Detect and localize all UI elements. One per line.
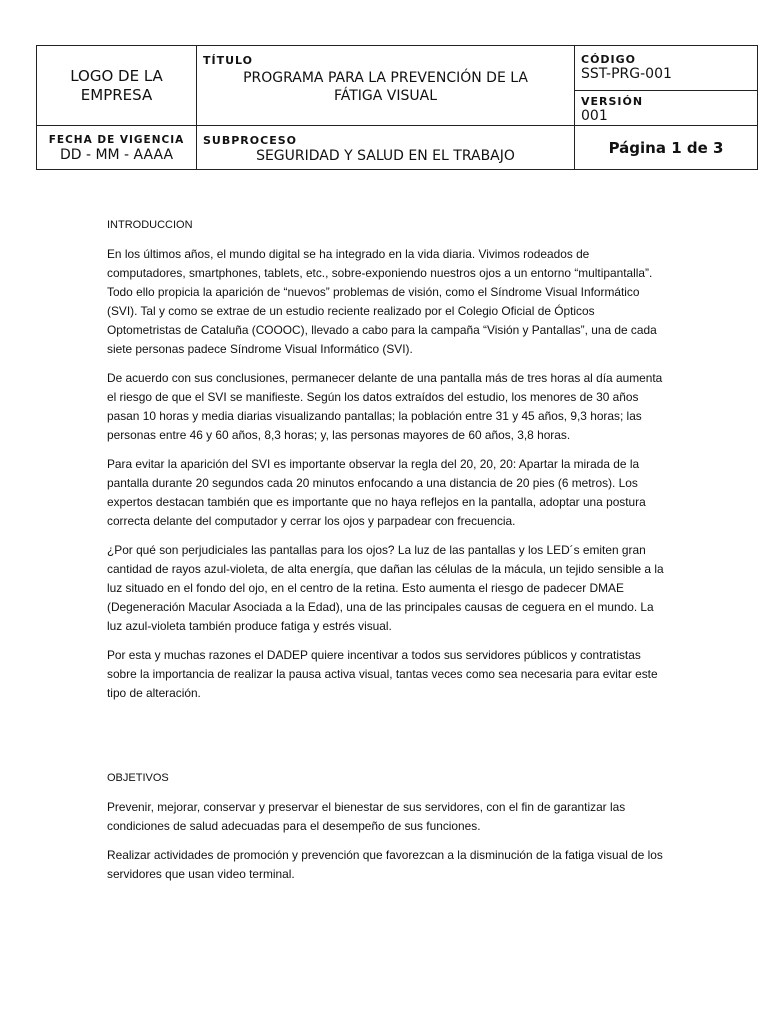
effective-date: DD - MM - AAAA: [59, 147, 174, 163]
subprocess-cell: [197, 126, 575, 170]
subprocess-label: SUBPROCESO: [203, 134, 297, 147]
version-label: VERSIÓN: [581, 95, 644, 108]
objective-1: Prevenir, mejorar, conservar y preservar el bienestar de sus servidores, con el fin de garantizar las condiciones de salud adecuadas para el desempeño de sus funciones.: [107, 800, 626, 833]
document-header-table: [36, 45, 758, 170]
document-version: 001: [581, 108, 608, 124]
objectives-heading: OBJETIVOS: [107, 772, 169, 784]
intro-paragraph-3: Para evitar la aparición del SVI es importante observar la regla del 20, 20, 20: Apartar la mirada de la pantalla durante 20 segundos cada 20 minutos enfocando a una distancia de 20 pies (6 metros). Los expertos destacan también que es importante que no haya reflejos en la pantalla, adoptar una postura correcta delante del computador y cerrar los ojos y parpadear con frecuencia.: [107, 457, 646, 528]
objective-2: Realizar actividades de promoción y prevención que favorezcan a la disminución de la fatiga visual de los servidores que usan video terminal.: [107, 848, 663, 881]
code-label: CÓDIGO: [581, 53, 637, 66]
intro-heading: INTRODUCCION: [107, 219, 193, 231]
title-cell: [197, 46, 575, 126]
intro-paragraph-1: En los últimos años, el mundo digital se ha integrado en la vida diaria. Vivimos rodeados de computadores, smartphones, tablets, etc., sobre-exponiendo nuestros ojos a un entorno “multipantalla”. Todo ello propicia la aparición de “nuevos” problemas de visión, como el Síndrome Visual Informático (SVI). Tal y como se extrae de un estudio reciente realizado por el Colegio Oficial de Ópticos Optometristas de Cataluña (COOOC), llevado a cabo para la campaña “Visión y Pantallas”, una de cada siete personas padece Síndrome Visual Informático (SVI).: [107, 247, 657, 356]
document-code: SST-PRG-001: [581, 66, 672, 82]
effective-date-label: FECHA DE VIGENCIA: [48, 134, 185, 146]
company-logo-placeholder: [37, 46, 197, 126]
subprocess-value: SEGURIDAD Y SALUD EN EL TRABAJO: [256, 148, 515, 164]
document-title: PROGRAMA PARA LA PREVENCIÓN DE LA FÁTIGA VISUAL: [243, 70, 528, 104]
version-cell: [575, 91, 758, 126]
logo-text: LOGO DE LA EMPRESA: [70, 66, 163, 104]
intro-paragraph-4: ¿Por qué son perjudiciales las pantallas para los ojos? La luz de las pantallas y los LED´s emiten gran cantidad de rayos azul-violeta, de alta energía, que dañan las células de la mácula, un tejido sensible a la luz situado en el fondo del ojo, en el centro de la retina. Esto aumenta el riesgo de padecer DMAE (Degeneración Macular Asociada a la Edad), una de las principales causas de ceguera en el mundo. La luz azul-violeta también produce fatiga y estrés visual.: [107, 543, 664, 633]
page-number: Página 1 de 3: [575, 126, 758, 170]
code-cell: [575, 46, 758, 91]
effective-date-cell: [37, 126, 197, 170]
title-label: TÍTULO: [203, 54, 253, 67]
intro-paragraph-5: Por esta y muchas razones el DADEP quiere incentivar a todos sus servidores públicos y contratistas sobre la importancia de realizar la pausa activa visual, tantas veces como sea necesaria para evitar este tipo de alteración.: [107, 648, 658, 700]
intro-paragraph-2: De acuerdo con sus conclusiones, permanecer delante de una pantalla más de tres horas al día aumenta el riesgo de que el SVI se manifieste. Según los datos extraídos del estudio, los menores de 30 años pasan 10 horas y media diarias visualizando pantallas; la población entre 31 y 45 años, 9,3 horas; las personas entre 46 y 60 años, 8,3 horas; y, las personas mayores de 60 años, 3,8 horas.: [107, 371, 663, 442]
document-body: [107, 216, 667, 894]
